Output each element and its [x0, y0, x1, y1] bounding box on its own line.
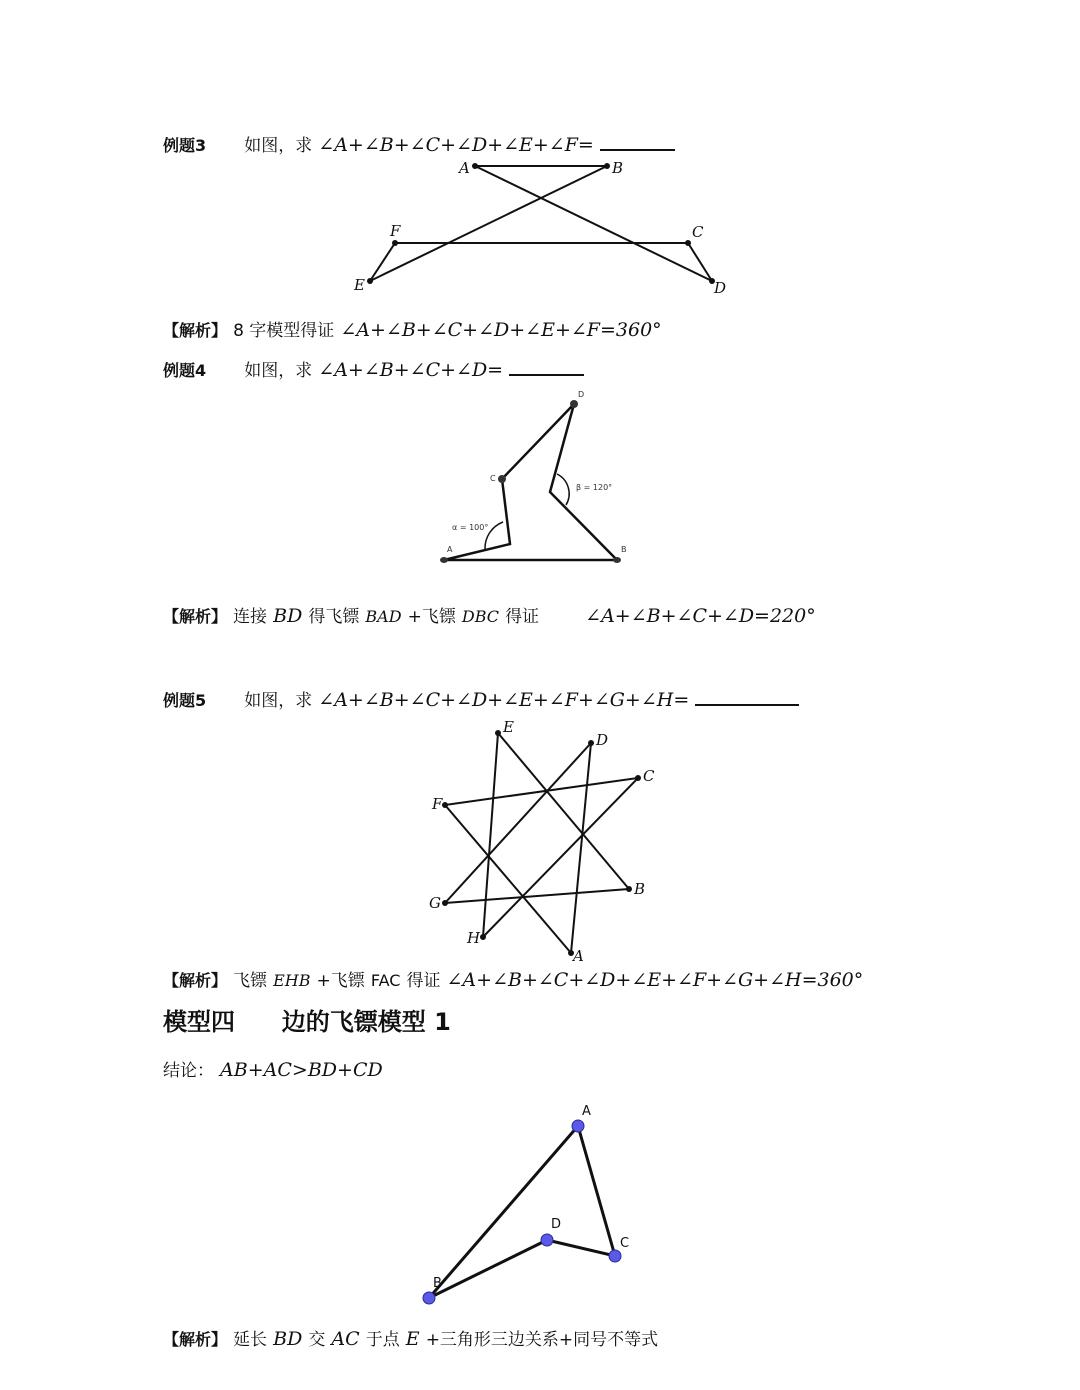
conclusion-label: 结论： — [163, 1061, 214, 1081]
figure-example-5 — [429, 718, 655, 965]
analysis-text-3: 得证 — [406, 971, 441, 991]
figure-model-4 — [423, 1104, 629, 1304]
point-label-b: B — [634, 880, 646, 898]
point-label-a: A — [447, 545, 453, 554]
point-label-a: A — [459, 159, 470, 177]
segment-bd: BD — [273, 1328, 303, 1350]
analysis-text-2: +飞镖 — [316, 971, 365, 991]
point-label-e: E — [354, 276, 365, 294]
point-label-c: C — [620, 1236, 630, 1251]
analysis-label: 【解析】 — [163, 607, 228, 626]
point-label-b: B — [621, 545, 627, 554]
angle-alpha-label: α = 100° — [452, 523, 489, 532]
analysis-text-3: +飞镖 — [407, 607, 456, 627]
section-title: 模型四 — [163, 1008, 235, 1036]
point-label-e: E — [503, 718, 514, 736]
example-4-prompt: 如图，求 — [244, 361, 313, 381]
analysis-label: 【解析】 — [163, 971, 228, 990]
point-label-c: C — [643, 767, 655, 785]
example-5-prompt: 如图，求 — [244, 691, 313, 711]
angle-beta-label: β = 120° — [576, 483, 613, 492]
analysis-expression: ∠A+∠B+∠C+∠D=220° — [585, 605, 816, 627]
figure-example-3 — [353, 159, 726, 297]
analysis-label: 【解析】 — [163, 1330, 228, 1349]
analysis-text-1: 延长 — [233, 1330, 268, 1350]
point-label-f: F — [390, 222, 401, 240]
segment-bd: BD — [273, 605, 303, 627]
analysis-expression: ∠A+∠B+∠C+∠D+∠E+∠F+∠G+∠H=360° — [446, 969, 864, 991]
point-label-d: D — [578, 390, 585, 399]
analysis-expression: ∠A+∠B+∠C+∠D+∠E+∠F=360° — [340, 319, 662, 341]
point-label-d: D — [714, 279, 727, 297]
example-3-label: 例题3 — [163, 136, 207, 155]
dart-dbc: DBC — [461, 607, 500, 626]
point-e: E — [405, 1328, 420, 1350]
point-label-d: D — [551, 1217, 562, 1232]
example-5-expression: ∠A+∠B+∠C+∠D+∠E+∠F+∠G+∠H= — [318, 689, 690, 711]
example-4-expression: ∠A+∠B+∠C+∠D= — [318, 359, 504, 381]
section-subtitle: 边的飞镖模型 1 — [281, 1008, 451, 1036]
analysis-text-4: +三角形三边关系+同号不等式 — [425, 1330, 659, 1350]
analysis-text-1: 连接 — [233, 607, 268, 627]
example-5-label: 例题5 — [163, 691, 207, 710]
point-label-h: H — [467, 929, 481, 947]
dart-bad: BAD — [365, 607, 402, 626]
analysis-text: 8 字模型得证 — [233, 321, 335, 341]
point-label-d: D — [596, 731, 609, 749]
conclusion-expression: AB+AC>BD+CD — [220, 1059, 383, 1081]
point-label-a: A — [582, 1104, 591, 1119]
dart-fac: FAC — [370, 971, 401, 990]
analysis-text-4: 得证 — [505, 607, 540, 627]
point-label-c: C — [490, 474, 496, 483]
analysis-text-3: 于点 — [365, 1330, 400, 1350]
point-label-g: G — [429, 894, 441, 912]
analysis-text-2: 得飞镖 — [308, 607, 360, 627]
example-3-expression: ∠A+∠B+∠C+∠D+∠E+∠F= — [318, 134, 594, 156]
figure-example-4 — [440, 390, 627, 563]
point-label-c: C — [692, 223, 704, 241]
point-label-b: B — [433, 1276, 442, 1291]
point-label-a: A — [573, 947, 584, 965]
point-label-f: F — [432, 795, 443, 813]
segment-ac: AC — [331, 1328, 360, 1350]
analysis-label: 【解析】 — [163, 321, 228, 340]
dart-ehb: EHB — [273, 971, 311, 990]
analysis-text-2: 交 — [308, 1330, 326, 1350]
point-label-b: B — [612, 159, 624, 177]
analysis-text-1: 飞镖 — [233, 971, 268, 991]
example-4-label: 例题4 — [163, 361, 207, 380]
example-3-prompt: 如图，求 — [244, 136, 313, 156]
